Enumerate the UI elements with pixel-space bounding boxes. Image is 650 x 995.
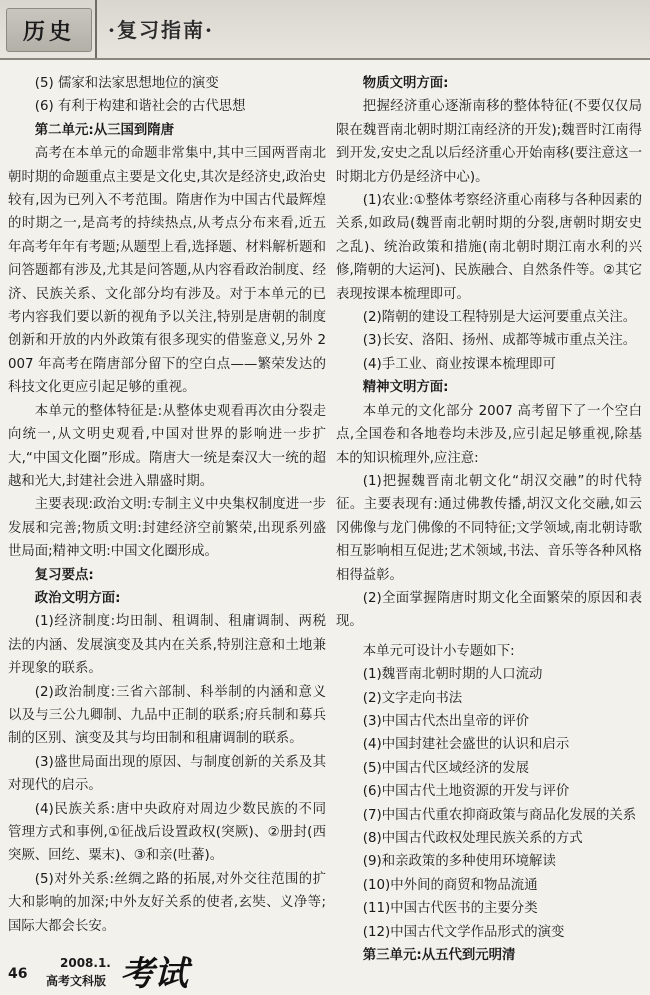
page-header [0, 0, 650, 60]
paragraph: (4)中国封建社会盛世的认识和启示 [362, 737, 570, 753]
page-number: 46 [8, 966, 28, 982]
paragraph: 主要表现:政治文明:专制主义中央集权制度进一步发展和完善;物质文明:封建经济空前繁荣,出现系列盛世局面;精神文明:中国文化圈形成。 [8, 497, 326, 560]
header-divider [95, 0, 97, 58]
paragraph: 高考在本单元的命题非常集中,其中三国两晋南北朝时期的命题重点主要是文化史,其次是经济史,政治史较有,因为已列入不考范围。隋唐作为中国古代最辉煌的时期之一,是高考的持续热点,从考点分布来看,近五年高考年年有考题;从题型上看,选择题、材料解析题和问答题都有涉及,尤其是问答题,从内容看政治制度、经济、民族关系、文化部分均有涉及。对于本单元的已考内容我们要以新的视角予以关注,特别是唐朝的制度创新和开放的内外政策有很多现实的借鉴意义,另外 2007 年高考在隋唐部分留下的空白点——繁荣发达的科技文化更应引起足够的重视。 [8, 146, 326, 396]
paragraph: (6)中国古代土地资源的开发与评价 [362, 784, 570, 800]
paragraph: (12)中国古代文学作品形式的演变 [362, 924, 565, 940]
issue-date: 2008.1. [60, 956, 111, 970]
section-guide-title: ·复习指南· [108, 18, 214, 42]
paragraph: (3)中国古代杰出皇帝的评价 [362, 713, 530, 729]
paragraph: (11)中国古代医书的主要分类 [362, 901, 538, 917]
left-column [8, 72, 326, 938]
section-heading: 第二单元:从三国到隋唐 [34, 122, 175, 138]
paragraph: (10)中外间的商贸和物品流通 [362, 877, 538, 893]
magazine-brand: 考试 [120, 954, 188, 994]
paragraph: (6) 有利于构建和谐社会的古代思想 [34, 99, 246, 115]
paragraph: (4)手工业、商业按课本梳理即可 [362, 356, 556, 372]
paragraph: (4)民族关系:唐中央政府对周边少数民族的不同管理方式和事例,①征战后设置政权(突厥)、②册封(西突厥、回纥、粟末)、③和亲(吐蕃)。 [8, 801, 326, 864]
paragraph: (2)全面掌握隋唐时期文化全面繁荣的原因和表现。 [336, 590, 642, 630]
section-heading: 复习要点: [34, 567, 94, 583]
paragraph: 本单元的文化部分 2007 高考留下了一个空白点,全国卷和各地卷均未涉及,应引起足够重视,除基本的知识梳理外,应注意: [336, 403, 642, 466]
section-heading: 第三单元:从五代到元明清 [362, 948, 516, 964]
paragraph: (5)对外关系:丝绸之路的拓展,对外交往范围的扩大和影响的加深;中外友好关系的使者,玄奘、义净等;国际大都会长安。 [8, 871, 326, 934]
section-heading: 政治文明方面: [34, 590, 121, 606]
subject-label: 历史 [22, 19, 75, 45]
section-heading: 精神文明方面: [362, 380, 449, 396]
paragraph: (1)农业:①整体考察经济重心南移与各种因素的关系,如政局(魏晋南北朝时期的分裂,唐朝时期安史之乱)、统治政策和措施(南北朝时期江南水利的兴修,隋朝的大运河)、民族融合、自然条件等。②其它表现按课本梳理即可。 [336, 193, 642, 302]
page-footer [0, 944, 650, 994]
paragraph: (2)文字走向书法 [362, 690, 463, 706]
paragraph: (8)中国古代政权处理民族关系的方式 [362, 831, 583, 846]
edition-label: 高考文科版 [46, 974, 107, 988]
paragraph: (7)中国古代重农抑商政策与商品化发展的关系 [362, 807, 637, 823]
paragraph: (3)盛世局面出现的原因、与制度创新的关系及其对现代的启示。 [8, 754, 326, 794]
right-column [336, 72, 642, 967]
paragraph: (1)经济制度:均田制、租调制、租庸调制、两税法的内涵、发展演变及其内在关系,特别注意和土地兼并现象的联系。 [8, 614, 326, 677]
paragraph: (5)中国古代区域经济的发展 [362, 760, 530, 776]
paragraph: (1)魏晋南北朝时期的人口流动 [362, 667, 543, 683]
paragraph: 本单元可设计小专题如下: [362, 643, 515, 659]
paragraph: (2)政治制度:三省六部制、科举制的内涵和意义以及与三公九卿制、九品中正制的联系;府兵制和募兵制的区别、演变及其与均田制和租庸调制的联系。 [8, 684, 326, 747]
paragraph: (1)把握魏晋南北朝文化“胡汉交融”的时代特征。主要表现有:通过佛教传播,胡汉文化交融,如云冈佛像与龙门佛像的不同特征;文学领域,南北朝诗歌相互影响相互促进;艺术领域,书法、音乐等各种风格相得益彰。 [336, 473, 642, 583]
subject-tab [6, 8, 92, 52]
paragraph: 把握经济重心逐渐南移的整体特征(不要仅仅局限在魏晋南北朝时期江南经济的开发);魏晋时江南得到开发,安史之乱以后经济重心开始南移(要注意这一时期北方仍是经济中心)。 [336, 99, 642, 185]
paragraph: (9)和亲政策的多种使用环境解读 [362, 854, 556, 870]
paragraph: (2)隋朝的建设工程特别是大运河要重点关注。 [362, 310, 637, 326]
paragraph: (5) 儒家和法家思想地位的演变 [34, 76, 219, 91]
paragraph: (3)长安、洛阳、扬州、成都等城市重点关注。 [362, 333, 637, 349]
paragraph: 本单元的整体特征是:从整体史观看再次由分裂走向统一,从文明史观看,中国对世界的影响进一步扩大,“中国文化圈”形成。隋唐大一统是秦汉大一统的超越和光大,封建社会进入鼎盛时期。 [8, 403, 326, 489]
section-heading: 物质文明方面: [362, 76, 449, 91]
